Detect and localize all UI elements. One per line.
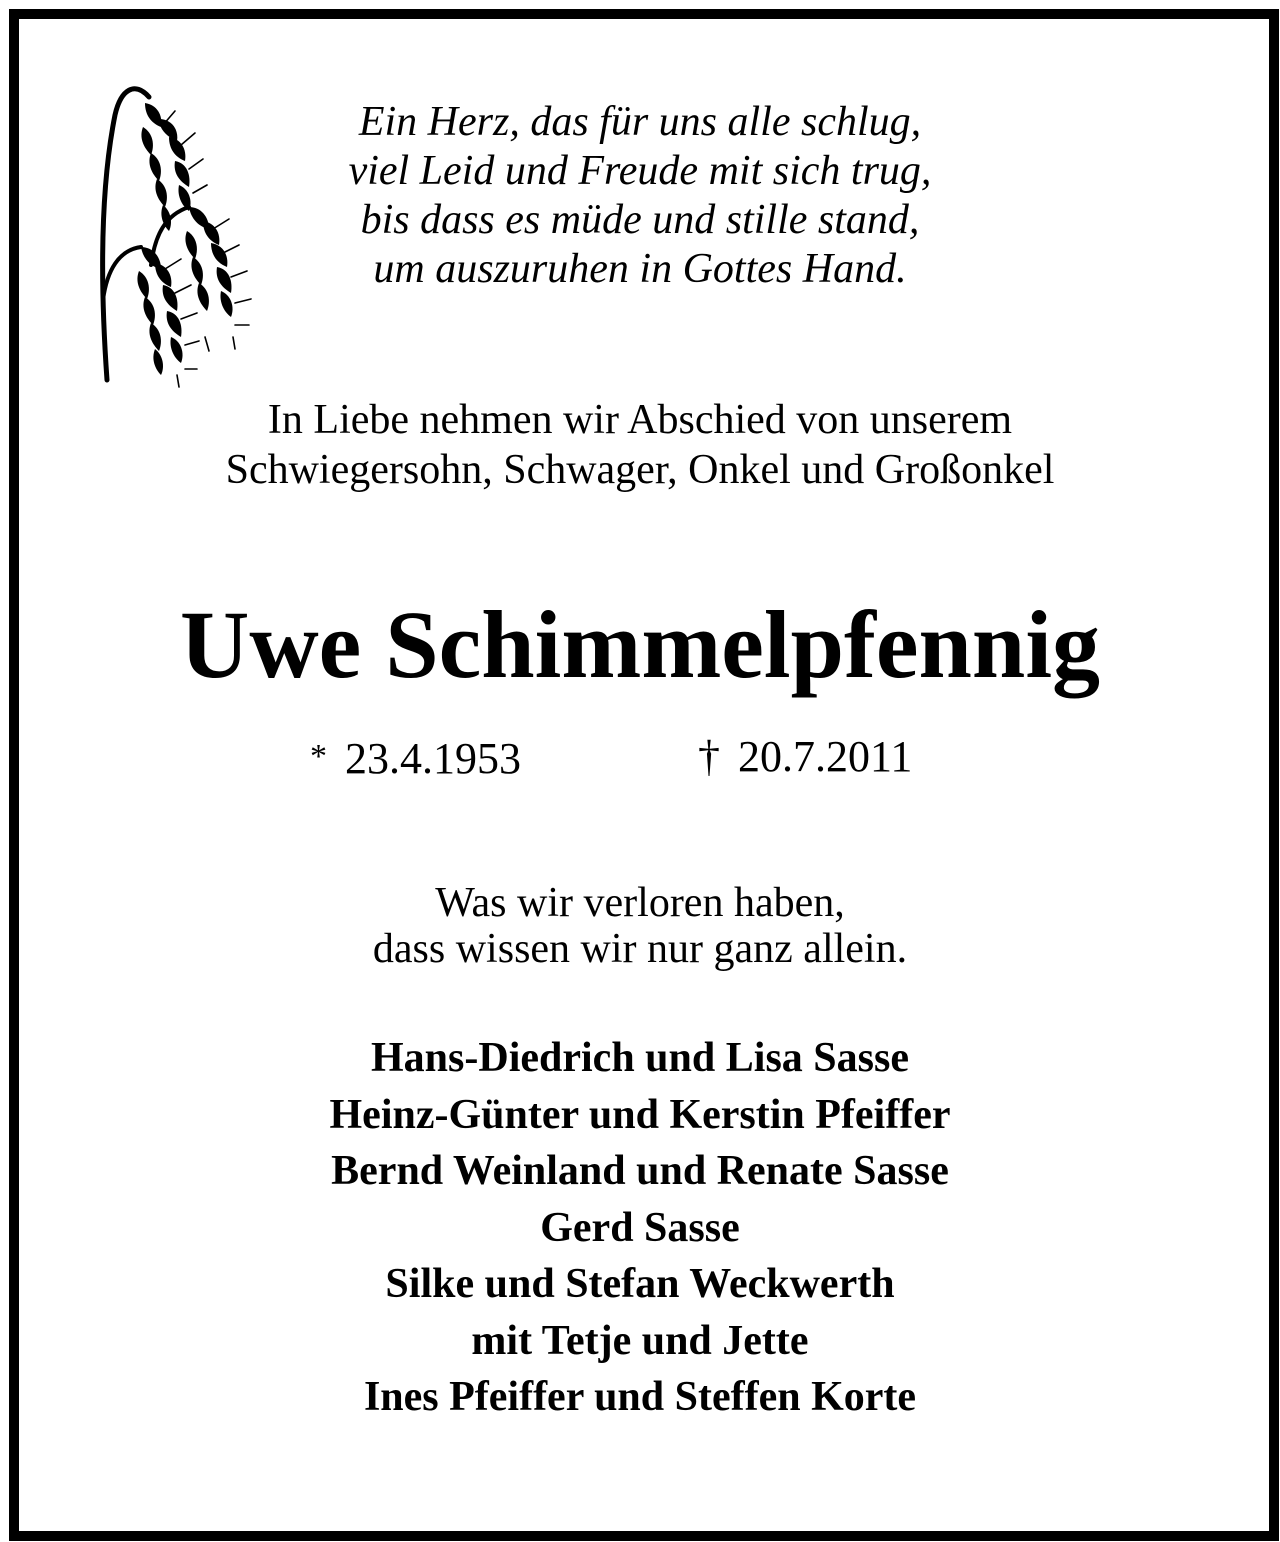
quote-line: dass wissen wir nur ganz allein. — [372, 926, 908, 972]
poem-line: um auszuruhen in Gottes Hand. — [373, 246, 907, 292]
poem — [270, 98, 1010, 294]
deceased-name: Uwe Schimmelpfennig — [180, 591, 1100, 698]
wheat-ears-icon — [93, 75, 258, 395]
poem-line: bis dass es müde und stille stand, — [360, 197, 920, 243]
poem-line: viel Leid und Freude mit sich trug, — [348, 148, 932, 194]
death-date: 20.7.2011 — [738, 732, 913, 781]
mourner-entry: Hans-Diedrich und Lisa Sasse — [371, 1035, 909, 1081]
mourner-entry: Bernd Weinland und Renate Sasse — [331, 1148, 949, 1194]
poem-line: Ein Herz, das für uns alle schlug, — [358, 99, 922, 145]
mourner-entry: mit Tetje und Jette — [471, 1317, 809, 1364]
farewell-intro — [60, 395, 1220, 495]
death-cross-icon: † — [698, 732, 720, 781]
mourner-entry: Heinz-Günter und Kerstin Pfeiffer — [329, 1091, 951, 1138]
death-date-group — [698, 727, 912, 787]
birth-date: 23.4.1953 — [345, 734, 521, 783]
life-dates — [310, 727, 990, 787]
closing-quote — [60, 880, 1220, 972]
intro-line: Schwiegersohn, Schwager, Onkel und Großonkel — [225, 447, 1055, 493]
intro-line: In Liebe nehmen wir Abschied von unserem — [267, 397, 1013, 443]
mourners-list — [60, 1030, 1220, 1426]
mourner-entry: Ines Pfeiffer und Steffen Korte — [363, 1374, 917, 1420]
mourner-entry: Gerd Sasse — [540, 1204, 740, 1251]
birth-star-icon: * — [310, 738, 327, 775]
quote-line: Was wir verloren haben, — [435, 880, 845, 926]
birth-date-group — [310, 727, 521, 789]
mourner-entry: Silke und Stefan Weckwerth — [385, 1261, 895, 1307]
